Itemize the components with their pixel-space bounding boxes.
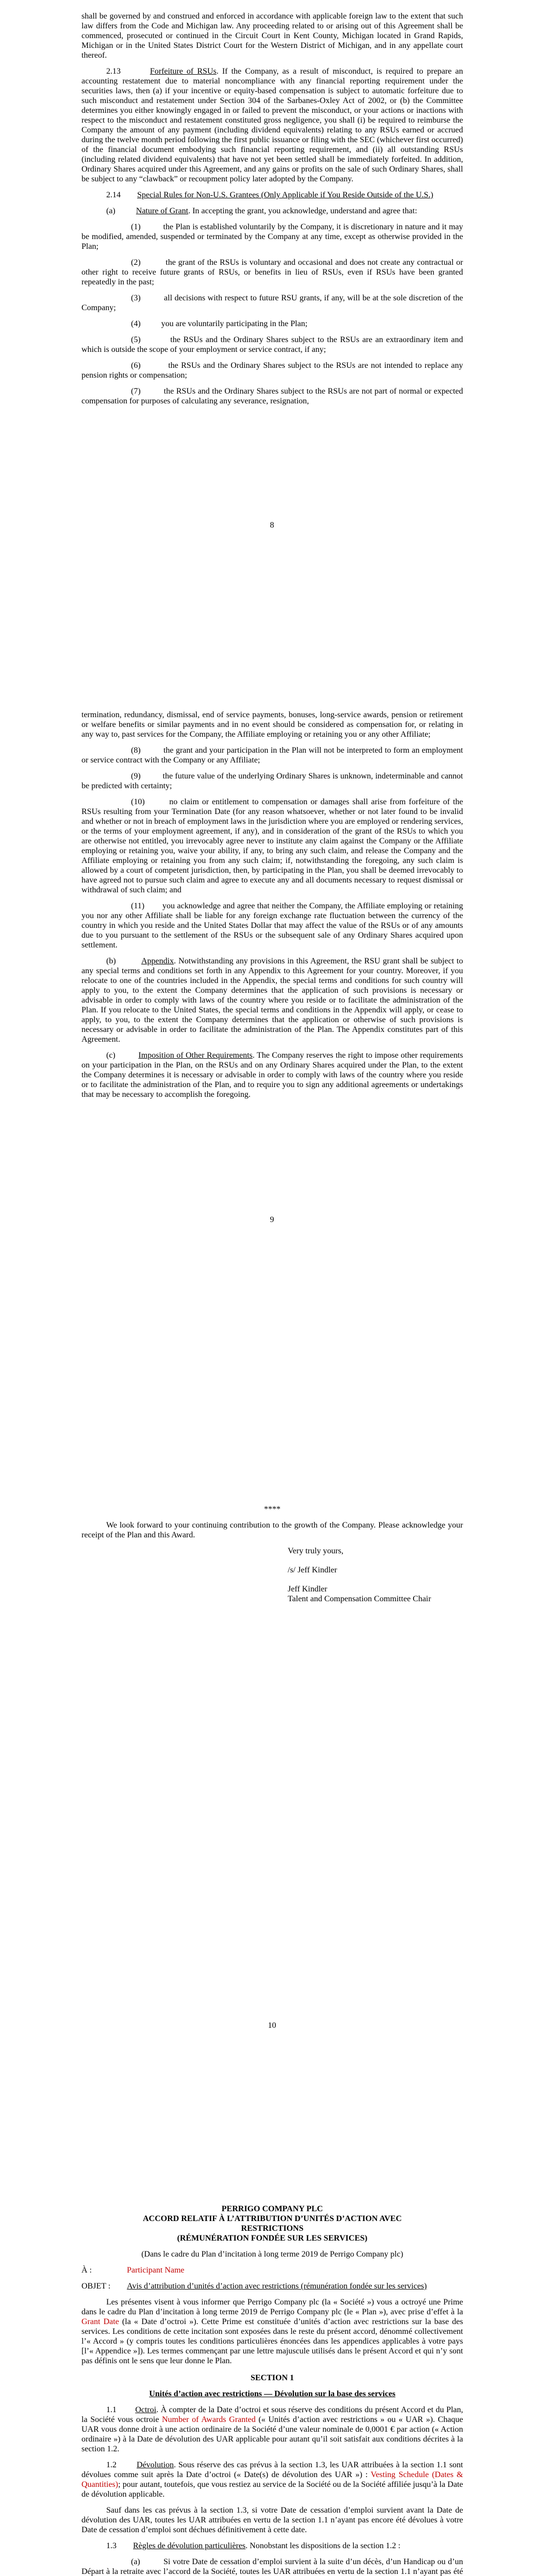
section-body-cont: ; pour autant, toutefois, que vous restiez au service de la Société ou de la Société affiliée jusqu’à la Date de dévolution applicable.	[81, 2480, 463, 2499]
section-body: . Nonobstant les dispositions de la section 1.2 :	[245, 2541, 401, 2550]
list-item: (3) all decisions with respect to future RSU grants, if any, will be at the sole discretion of the Company;	[81, 294, 463, 312]
document-title-line-1: ACCORD RELATIF À L’ATTRIBUTION D’UNITÉS D’ACTION AVEC	[142, 2214, 402, 2223]
subsection-number: (a)	[106, 207, 116, 215]
document-title-line-3: (RÉMUNÉRATION FONDÉE SUR LES SERVICES)	[177, 2234, 368, 2243]
section-body: . If the Company, as a result of misconduct, is required to prepare an accounting restatement due to material noncompliance with any financial reporting requirement under the securities laws, then (a) if your incentive or equity-based compensation is subject to automatic forfeiture due to such misconduct and restatement under Section 304 of the Sarbanes-Oxley Act of 2002, or (b) the Committee determines you either knowingly engaged in or failed to prevent the misconduct, or your actions or inactions with respect to the misconduct and restatement constituted gross negligence, you shall (i) be required to reimburse the Company the amount of any payment (including dividend equivalents) relating to any RSUs earned or accrued during the twelve month period following the first public issuance or filing with the SEC (whichever first occurred) of the financial document embodying such financial reporting requirement, and (ii) all outstanding RSUs (including related dividend equivalents) that have not yet been settled shall be immediately forfeited. In addition, Ordinary Shares acquired under this Agreement, and any gains or profits on the sale of such Ordinary Shares, shall be subject to any “clawback” or recoupment policy later adopted by the Company.	[81, 67, 464, 183]
list-item: (11) you acknowledge and agree that neither the Company, the Affiliate employing or retaining you nor any other Affiliate shall be liable for any foreign exchange rate fluctuation between the currency of the country in which you reside and the United States Dollar that may affect the value of the RSUs or of any amounts due to you pursuant to the settlement of the RSUs or the subsequent sale of any Ordinary Shares acquired upon settlement.	[81, 902, 463, 950]
object-label: OBJET :	[81, 2282, 111, 2291]
section-number: 1.1	[106, 2405, 117, 2414]
document-subtitle: (Dans le cadre du Plan d’incitation à long terme 2019 de Perrigo Company plc)	[141, 2250, 403, 2259]
subsection-body: . In accepting the grant, you acknowledge, understand and agree that:	[188, 207, 417, 215]
section-number: 1.3	[106, 2541, 117, 2550]
subsection-title: Imposition of Other Requirements	[138, 1051, 253, 1060]
subsection-c	[81, 1050, 463, 1099]
list-item: (7) the RSUs and the Ordinary Shares subject to the RSUs are not part of normal or expected compensation for purposes of calculating any severance, resignation,	[81, 387, 463, 405]
section-body-cont: (« Unités d’action avec restrictions » ou « UAR »). Chaque UAR vous donne droit à une action ordinaire de la Société d’une valeur nominale de 0,0001 € par action (« Action ordinaire ») à la Date de dévolution des UAR applicable pour autant qu’il soit satisfait aux conditions décrites à la section 1.2.	[81, 2415, 463, 2453]
document-title-line-2: RESTRICTIONS	[241, 2224, 304, 2233]
list-item: (a) Si votre Date de cessation d’emploi survient à la suite d’un décès, d’un Handicap ou d’un Départ à la retraite avec l’accord de la Société, toutes les UAR attribuées en vertu de la section 1.1 n’ayant pas été	[81, 2557, 463, 2576]
page-11	[81, 2204, 463, 2576]
page-10	[81, 1504, 463, 1610]
list-item: (2) the grant of the RSUs is voluntary and occasional and does not create any contractual or other right to receive future grants of RSUs, or benefits in lieu of RSUs, even if RSUs have been granted repeatedly in the past;	[81, 258, 463, 286]
section-1-2	[81, 2460, 463, 2499]
section-divider: ****	[264, 1505, 281, 1514]
section-title: Règles de dévolution particulières	[133, 2541, 246, 2550]
forfeiture-paragraph: Sauf dans les cas prévus à la section 1.3, si votre Date de cessation d’emploi survient avant la Date de dévolution des UAR, toutes les UAR attribuées en vertu de la section 1.1 n’ayant pas encore été dévolues à votre Date de cessation d’emploi sont déchues définitivement à cette date.	[81, 2506, 463, 2534]
grant-date: Grant Date	[81, 2317, 119, 2326]
subsection-title: Appendix	[141, 957, 174, 965]
list-item: (9) the future value of the underlying Ordinary Shares is unknown, indeterminable and cannot be predicted with certainty;	[81, 772, 463, 790]
signature: /s/ Jeff Kindler	[288, 1566, 337, 1574]
section-body: . Sous réserve des cas prévus à la section 1.3, les UAR attribuées à la section 1.1 sont dévolues comme suit après la Date d’octroi (« Date(s) de dévolution des UAR ») :	[81, 2461, 463, 2479]
number-of-awards: Number of Awards Granted	[161, 2415, 256, 2424]
section-2-14	[81, 190, 463, 200]
closing-salutation: Very truly yours,	[288, 1547, 343, 1555]
list-item: (1) the Plan is established voluntarily by the Company, it is discretionary in nature and it may be modified, amended, suspended or terminated by the Company at any time, except as otherwise provided in the Plan;	[81, 223, 463, 251]
to-label: À :	[81, 2266, 92, 2275]
intro-text: Les présentes visent à vous informer que Perrigo Company plc (la « Société ») vous a octroyé une Prime dans le cadre du Plan d’incitation à long terme 2019 de Perrigo Company plc (le « Plan »), avec prise d’effet à la	[81, 2298, 463, 2316]
page-number: 9	[270, 1215, 274, 1224]
list-item: (4) you are voluntarily participating in the Plan;	[131, 319, 308, 328]
section-title: Unités d’action avec restrictions — Dévolution sur la base des services	[149, 2389, 395, 2398]
section-title: Octroi	[135, 2405, 157, 2414]
section-title: Forfeiture of RSUs	[150, 67, 217, 76]
closing-paragraph: We look forward to your continuing contribution to the growth of the Company. Please acknowledge your receipt of the Plan and this Award.	[81, 1521, 463, 1539]
list-item: (5) the RSUs and the Ordinary Shares subject to the RSUs are an extraordinary item and which is outside the scope of your employment or service contract, if any;	[81, 335, 463, 354]
list-item: (8) the grant and your participation in the Plan will not be interpreted to form an employment or service contract with the Company or any Affiliate;	[81, 746, 463, 765]
continuation-paragraph: termination, redundancy, dismissal, end of service payments, bonuses, long-service awards, pension or retirement or welfare benefits or similar payments and in no event should be considered as compensation for, or relating in any way to, past services for the Company, the Affiliate employing or retaining you or any other Affiliate;	[81, 710, 463, 739]
addressee-row	[81, 2265, 463, 2275]
list-item: (6) the RSUs and the Ordinary Shares subject to the RSUs are not intended to replace any pension rights or compensation;	[81, 361, 463, 380]
list-item: (10) no claim or entitlement to compensation or damages shall arise from forfeiture of the RSUs resulting from your Termination Date (for any reason whatsoever, whether or not later found to be invalid and whether or not in breach of employment laws in the jurisdiction where you are employed or rendering services, or the terms of your employment agreement, if any), and in consideration of the grant of the RSUs to which you are otherwise not entitled, you irrevocably agree never to institute any claim against the Company or the Affiliate employing or retaining you, waive your ability, if any, to bring any such claim, and release the Company and the Affiliate employing or retaining you from any such claim; if, notwithstanding the foregoing, any such claim is allowed by a court of competent jurisdiction, then, by participating in the Plan, you shall be deemed irrevocably to have agreed not to pursue such claim and agree to execute any and all documents necessary to request dismissal or withdrawal of such claim; and	[81, 798, 463, 894]
section-heading: SECTION 1	[250, 2374, 294, 2382]
governing-law-paragraph: shall be governed by and construed and enforced in accordance with applicable foreign law to the extent that such law differs from the Code and Michigan law. Any proceeding related to or arising out of this Agreement shall be commenced, prosecuted or continued in the Circuit Court in Kent County, Michigan located in Grand Rapids, Michigan or in the United States District Court for the Western District of Michigan, and in any appellate court thereof.	[81, 12, 463, 60]
object-row	[81, 2281, 463, 2291]
subsection-number: (c)	[106, 1051, 116, 1060]
company-name: PERRIGO COMPANY PLC	[221, 2205, 323, 2213]
participant-name: Participant Name	[127, 2266, 185, 2275]
subsection-number: (b)	[106, 957, 116, 965]
signatory-role: Talent and Compensation Committee Chair	[288, 1595, 431, 1603]
object-value: Avis d’attribution d’unités d’action avec restrictions (rémunération fondée sur les services)	[127, 2282, 427, 2291]
section-1-1	[81, 2405, 463, 2454]
subsection-title: Nature of Grant	[136, 207, 189, 215]
signatory-name: Jeff Kindler	[288, 1585, 327, 1594]
section-number: 2.13	[106, 67, 121, 76]
subsection-body: . The Company reserves the right to impose other requirements on your participation in the Plan, on the RSUs and on any Ordinary Shares acquired under the Plan, to the extent the Company determines it is necessary or advisable in order to comply with laws of the country where you reside or to facilitate the administration of the Plan, and to require you to sign any additional agreements or undertakings that may be necessary to accomplish the foregoing.	[81, 1051, 464, 1099]
page-number: 10	[268, 2021, 276, 2030]
page-8	[81, 11, 463, 412]
page-9	[81, 710, 463, 1106]
section-2-13	[81, 66, 463, 184]
section-1-3	[81, 2541, 463, 2551]
page-number: 8	[270, 521, 274, 530]
subsection-b	[81, 956, 463, 1044]
section-number: 2.14	[106, 191, 121, 199]
section-title: Special Rules for Non-U.S. Grantees (Only Applicable if You Reside Outside of the U.S.)	[137, 191, 434, 199]
subsection-a	[81, 206, 463, 216]
intro-paragraph	[81, 2297, 463, 2366]
vesting-schedule: Vesting Schedule (Dates & Quantities)	[81, 2470, 463, 2489]
subsection-body: . Notwithstanding any provisions in this Agreement, the RSU grant shall be subject to any special terms and conditions set forth in any Appendix to this Agreement for your country. Moreover, if you relocate to one of the countries included in the Appendix, the special terms and conditions for such country will apply to you, to the extent the Company determines that the application of such provisions is necessary or advisable in order to comply with laws of the country where you reside or to facilitate the administration of the Plan. If you relocate to the United States, the special terms and conditions in the Appendix will apply, or cease to apply, to you, to the extent the Company determines that the application or otherwise of such provisions is necessary or advisable in order to facilitate the administration of the Plan. The Appendix constitutes part of this Agreement.	[81, 957, 464, 1044]
section-body: . À compter de la Date d’octroi et sous réserve des conditions du présent Accord et du Plan, la Société vous octroie	[81, 2405, 463, 2424]
section-title: Dévolution	[137, 2461, 174, 2469]
intro-text-cont: (la « Date d’octroi »). Cette Prime est constituée d’unités d’action avec restrictions sur la base des services. Les conditions de cette incitation sont exposées dans le reste du présent accord, dénommé collectivement l’« Accord » (y compris toutes les conditions particulières énoncées dans les appendices applicables à votre pays [l’« Appendice »]). Les termes commençant par une lettre majuscule utilisés dans le présent Accord et qui n’y sont pas définis ont le sens que leur donne le Plan.	[81, 2317, 464, 2365]
section-number: 1.2	[106, 2461, 117, 2469]
